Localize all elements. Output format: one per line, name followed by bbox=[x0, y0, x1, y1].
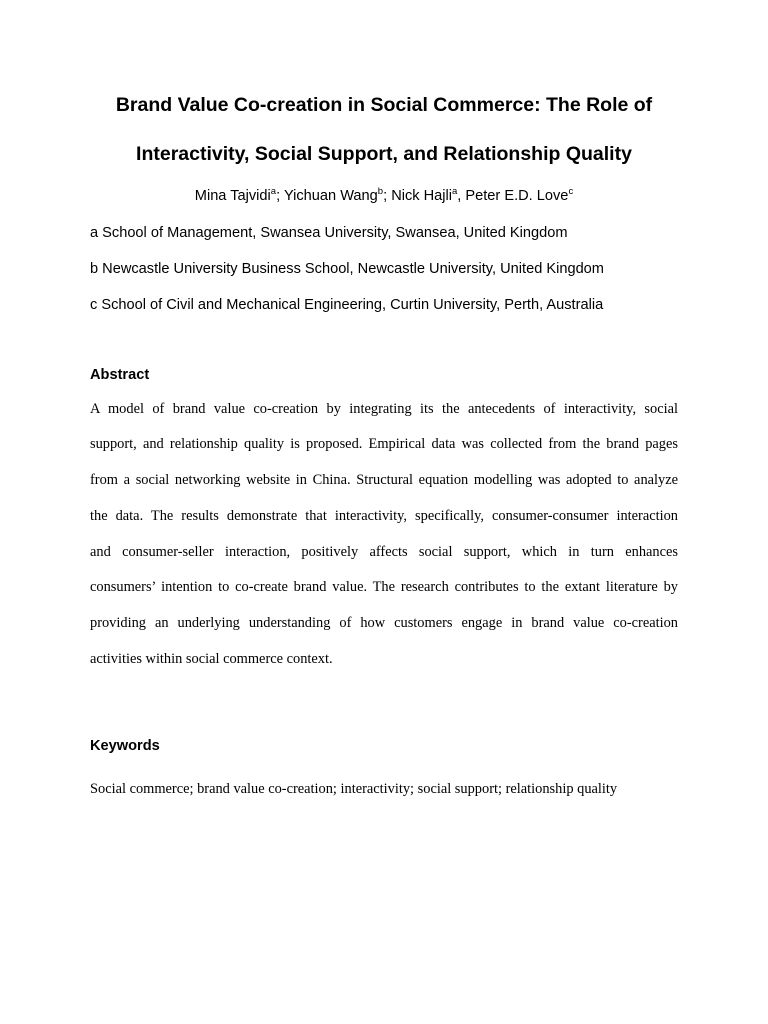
author-separator: ; bbox=[383, 188, 392, 204]
author-name: Peter E.D. Love bbox=[465, 188, 569, 204]
author-name: Mina Tajvidi bbox=[194, 188, 271, 204]
author-name: Nick Hajli bbox=[391, 188, 452, 204]
author-affiliation-mark: a bbox=[452, 186, 458, 197]
paper-title-line-1: Brand Value Co-creation in Social Commerce: The Role of bbox=[115, 94, 653, 116]
author-separator: ; bbox=[276, 188, 284, 204]
paper-title-line-2: Interactivity, Social Support, and Relationship Quality bbox=[136, 143, 632, 165]
author-separator: , bbox=[457, 188, 466, 204]
abstract-line: support, and relationship quality is proposed. Empirical data was collected from the brand pages bbox=[90, 436, 678, 452]
abstract-line: from a social networking website in China. Structural equation modelling was adopted to analyze bbox=[90, 472, 678, 488]
abstract-line: the data. The results demonstrate that interactivity, specifically, consumer-consumer interaction bbox=[90, 508, 678, 524]
abstract-line: activities within social commerce context. bbox=[90, 651, 333, 667]
affiliation-c: c School of Civil and Mechanical Engineering, Curtin University, Perth, Australia bbox=[90, 297, 604, 313]
keywords-text: Social commerce; brand value co-creation; interactivity; social support; relationship quality bbox=[90, 781, 618, 797]
author-affiliation-mark: c bbox=[568, 186, 574, 197]
affiliation-a: a School of Management, Swansea University, Swansea, United Kingdom bbox=[90, 225, 568, 241]
abstract-line: providing an underlying understanding of how customers engage in brand value co-creation bbox=[90, 615, 678, 631]
author-affiliation-mark: b bbox=[377, 186, 384, 197]
abstract-line: A model of brand value co-creation by integrating its the antecedents of interactivity, social bbox=[90, 401, 678, 417]
author-list bbox=[0, 187, 768, 205]
abstract-line: and consumer-seller interaction, positively affects social support, which in turn enhances bbox=[90, 544, 678, 560]
affiliation-b: b Newcastle University Business School, Newcastle University, United Kingdom bbox=[90, 261, 604, 277]
abstract-heading: Abstract bbox=[90, 367, 150, 383]
author-affiliation-mark: a bbox=[270, 186, 277, 197]
keywords-heading: Keywords bbox=[90, 738, 160, 754]
author-name: Yichuan Wang bbox=[283, 188, 378, 204]
abstract-line: consumers’ intention to co-create brand value. The research contributes to the extant literature by bbox=[90, 579, 678, 595]
